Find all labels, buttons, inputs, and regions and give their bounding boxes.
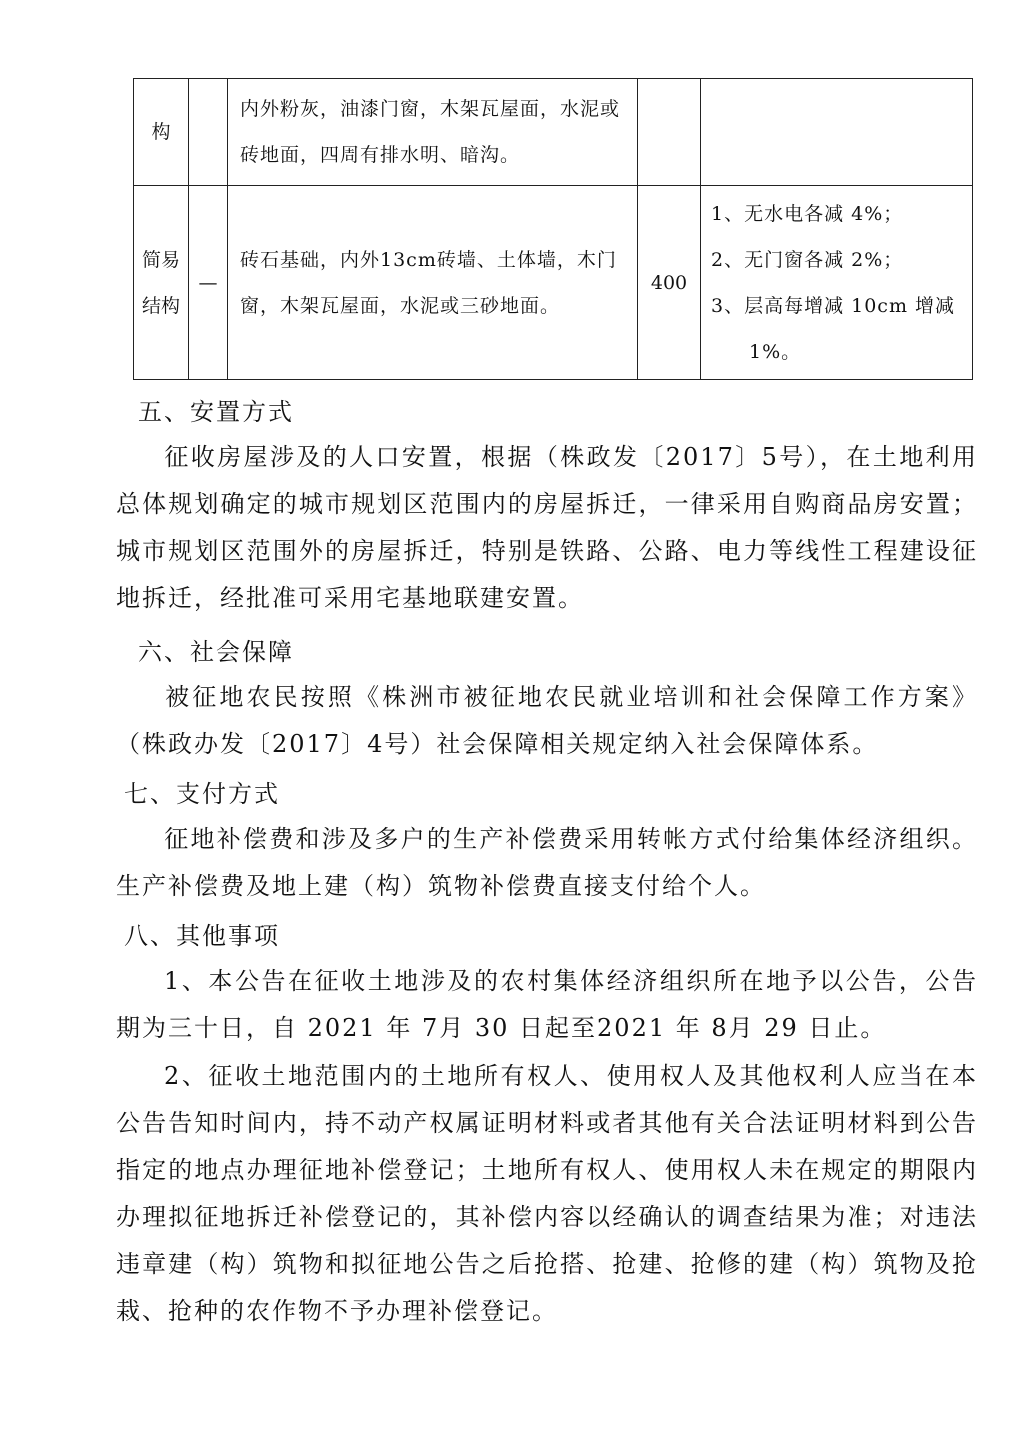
section-paragraph [116,1053,978,1335]
table-cell-price [638,79,701,186]
note-line: 1、无水电各减 4%； [711,202,904,225]
category-line: 结构 [141,294,180,317]
section-heading: 五、安置方式 [138,398,294,426]
table-row [134,186,973,380]
table-cell-category [134,186,189,380]
section-paragraph [116,958,978,1052]
paragraph-text: 征地补偿费和涉及多户的生产补偿费采用转帐方式付给集体经济组织。生产补偿费及地上建（构）筑物补偿费直接支付给个人。 [116,825,978,900]
paragraph-text: 2、征收土地范围内的土地所有权人、使用权人及其他权利人应当在本公告告知时间内，持不动产权属证明材料或者其他有关合法证明材料到公告指定的地点办理征地补偿登记；土地所有权人、使用权人未在规定的期限内办理拟征地拆迁补偿登记的，其补偿内容以经确认的调查结果为准；对违法违章建（构）筑物和拟征地公告之后抢搭、抢建、抢修的建（构）筑物及抢栽、抢种的农作物不予办理补偿登记。 [116,1062,978,1325]
section-heading: 六、社会保障 [138,638,294,666]
paragraph-text: 征收房屋涉及的人口安置，根据（株政发〔2017〕5号），在土地利用总体规划确定的城市规划区范围内的房屋拆迁，一律采用自购商品房安置；城市规划区范围外的房屋拆迁，特别是铁路、公路、电力等线性工程建设征地拆迁，经批准可采用宅基地联建安置。 [116,443,978,612]
section-paragraph [116,674,978,768]
category-line: 简易 [141,248,180,271]
table-cell-price: 400 [638,186,701,380]
paragraph-text: 1、本公告在征收土地涉及的农村集体经济组织所在地予以公告，公告期为三十日，自 2021 年 7月 30 日起至2021 年 8月 29 日止。 [116,967,978,1042]
table-cell-code: — [189,186,228,380]
table-cell-notes [701,186,973,380]
compensation-table [133,78,973,380]
paragraph-text: 被征地农民按照《株洲市被征地农民就业培训和社会保障工作方案》（株政办发〔2017〕4号）社会保障相关规定纳入社会保障体系。 [116,683,978,758]
table-cell-description: 砖石基础，内外13cm砖墙、土体墙，木门窗，木架瓦屋面，水泥或三砂地面。 [228,186,638,380]
table-cell-description: 内外粉灰，油漆门窗，木架瓦屋面，水泥或砖地面，四周有排水明、暗沟。 [228,79,638,186]
note-line: 2、无门窗各减 2%； [711,248,904,271]
section-paragraph [116,816,978,910]
table-cell-category: 构 [134,79,189,186]
table-cell-notes [701,79,973,186]
table-row [134,79,973,186]
section-paragraph [116,434,978,622]
section-heading: 七、支付方式 [124,780,280,808]
section-heading: 八、其他事项 [124,922,280,950]
note-line: 1%。 [749,340,802,363]
note-line: 3、层高每增减 10cm 增减 [711,294,956,317]
table-cell-code [189,79,228,186]
